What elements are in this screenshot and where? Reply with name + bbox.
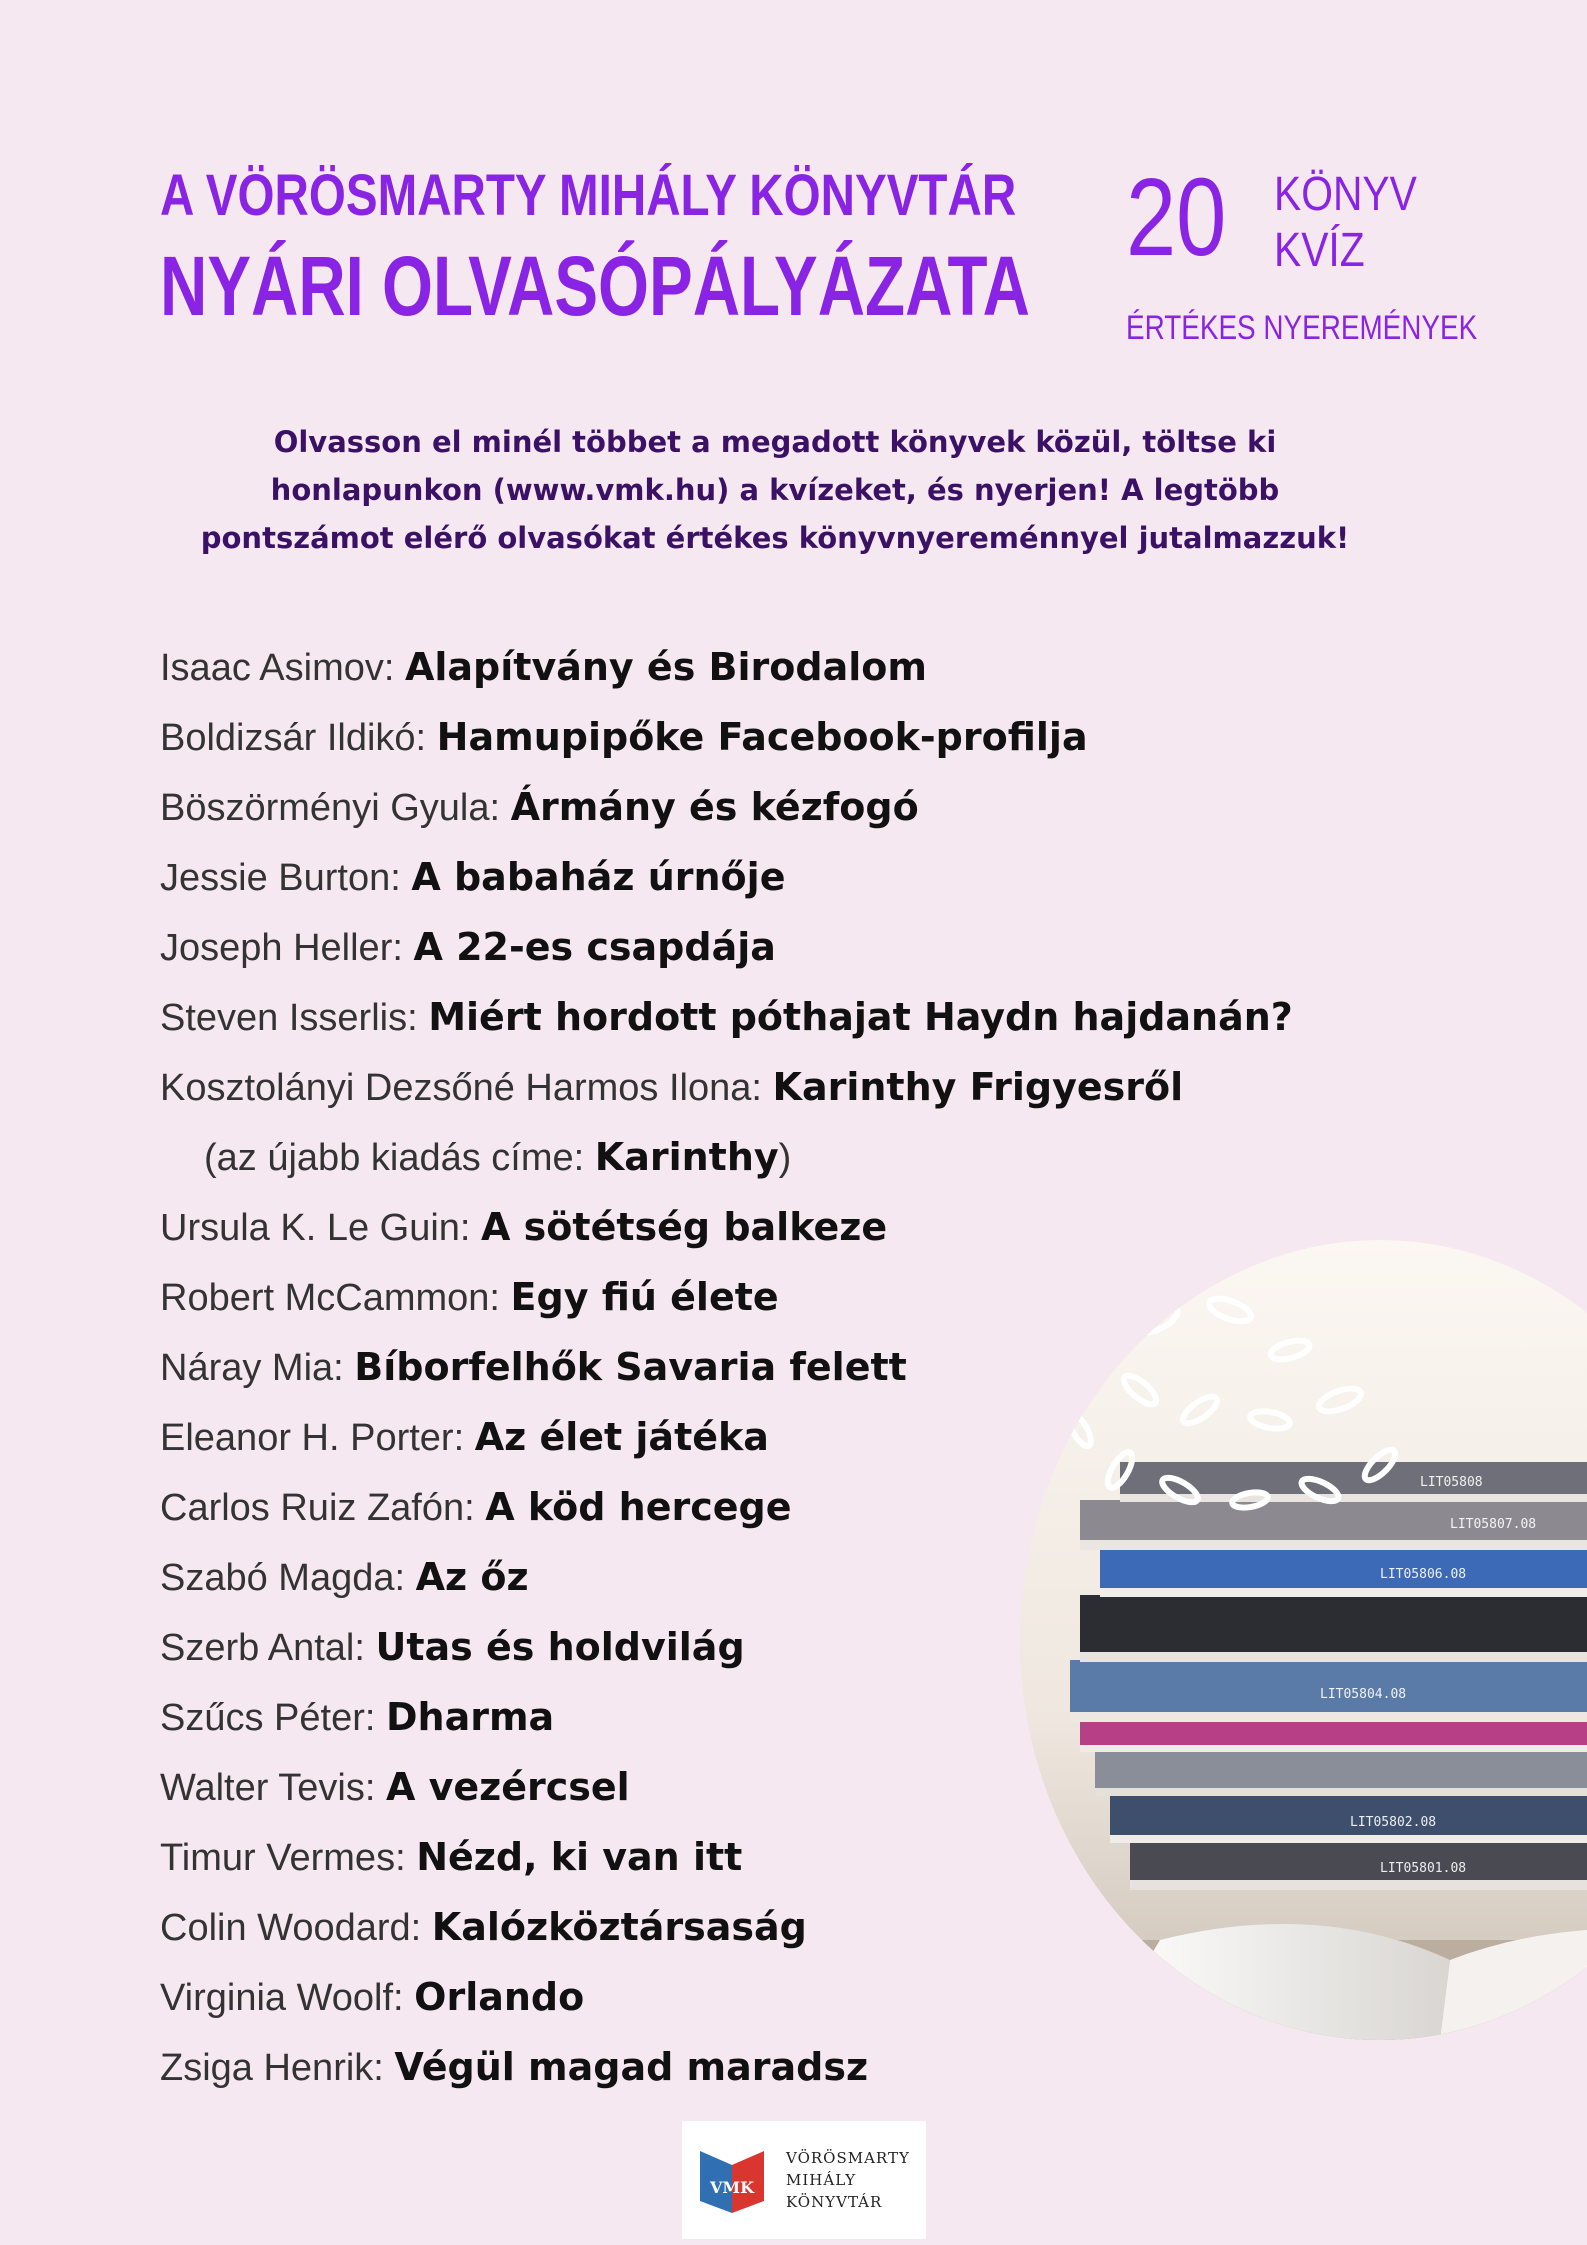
- list-item: [160, 1052, 1293, 1122]
- book-title: Utas és holdvilág: [375, 1625, 745, 1669]
- page-title: [160, 156, 1275, 334]
- book-title: A köd hercege: [485, 1485, 792, 1529]
- spine-label: LIT05804.08: [1320, 1687, 1407, 1702]
- intro-line: Olvasson el minél többet a megadott könyvek közül, töltse ki: [273, 425, 1277, 459]
- book-title: Dharma: [385, 1695, 555, 1739]
- list-item: [160, 632, 1293, 702]
- library-logo: [682, 2121, 926, 2239]
- book-title: Nézd, ki van itt: [416, 1835, 743, 1879]
- book-title: Orlando: [414, 1975, 585, 2019]
- book-author: Steven Isserlis:: [160, 997, 429, 1039]
- intro-line: honlapunkon (www.vmk.hu) a kvízeket, és nyerjen! A legtöbb: [270, 473, 1280, 507]
- book-title: Egy fiú élete: [510, 1275, 779, 1319]
- book-author: Timur Vermes:: [160, 1837, 417, 1879]
- intro-line: pontszámot elérő olvasókat értékes könyvnyereménnyel jutalmazzuk!: [200, 521, 1350, 555]
- badge-word-book: KÖNYV: [1274, 168, 1417, 221]
- note-title: Karinthy: [594, 1135, 779, 1179]
- book-title: A vezércsel: [385, 1765, 630, 1809]
- note-prefix: (az újabb kiadás címe:: [204, 1137, 595, 1179]
- logo-line: VÖRÖSMARTY: [786, 2149, 910, 2167]
- book-author: Robert McCammon:: [160, 1277, 511, 1319]
- list-item: [160, 1192, 1293, 1262]
- book-title: Hamupipőke Facebook-profilja: [436, 715, 1088, 759]
- book-title: A 22-es csapdája: [413, 925, 776, 969]
- book-title: Kalózköztársaság: [431, 1905, 807, 1949]
- book-title: Bíborfelhők Savaria felett: [354, 1345, 907, 1389]
- list-item: [160, 1262, 1293, 1332]
- list-item: [160, 772, 1293, 842]
- book-author: Boldizsár Ildikó:: [160, 717, 437, 759]
- logo-line: KÖNYVTÁR: [786, 2193, 883, 2211]
- spine-label: LIT05801.08: [1380, 1861, 1467, 1876]
- list-item: [160, 912, 1293, 982]
- book-author: Walter Tevis:: [160, 1767, 386, 1809]
- book-title: Alapítvány és Birodalom: [404, 645, 927, 689]
- book-author: Joseph Heller:: [160, 927, 414, 969]
- book-author: Náray Mia:: [160, 1347, 355, 1389]
- book-author: Isaac Asimov:: [160, 647, 405, 689]
- badge-prize-text: ÉRTÉKES NYEREMÉNYEK: [1126, 309, 1478, 347]
- book-author: Szerb Antal:: [160, 1627, 376, 1669]
- book-author: Eleanor H. Porter:: [160, 1417, 475, 1459]
- spine-label: LIT05808: [1420, 1475, 1483, 1490]
- book-author: Szűcs Péter:: [160, 1697, 386, 1739]
- book-author: Ursula K. Le Guin:: [160, 1207, 482, 1249]
- title-contest-name: NYÁRI OLVASÓPÁLYÁZATA: [160, 239, 1031, 333]
- list-item: [160, 842, 1293, 912]
- book-title: Az élet játéka: [474, 1415, 769, 1459]
- book-author: Kosztolányi Dezsőné Harmos Ilona:: [160, 1067, 773, 1109]
- book-title: Miért hordott póthajat Haydn hajdanán?: [428, 995, 1293, 1039]
- note-suffix: ): [778, 1137, 792, 1179]
- list-item: [160, 1962, 1293, 2032]
- book-author: Colin Woodard:: [160, 1907, 432, 1949]
- badge-number: 20: [1126, 156, 1227, 279]
- book-author: Jessie Burton:: [160, 857, 412, 899]
- logo-mark: VMK: [709, 2178, 755, 2197]
- book-title: Karinthy Frigyesről: [772, 1065, 1184, 1109]
- book-author: Szabó Magda:: [160, 1557, 416, 1599]
- book-title: A babaház úrnője: [411, 855, 786, 899]
- spine-label: LIT05807.08: [1450, 1517, 1537, 1532]
- edition-note: [160, 1122, 1293, 1192]
- spine-label: LIT05806.08: [1380, 1567, 1467, 1582]
- book-title: A sötétség balkeze: [481, 1205, 888, 1249]
- book-author: Zsiga Henrik:: [160, 2047, 395, 2089]
- book-author: Carlos Ruiz Zafón:: [160, 1487, 486, 1529]
- title-library-name: A VÖRÖSMARTY MIHÁLY KÖNYVTÁR: [160, 163, 1017, 228]
- intro-paragraph: [120, 418, 1430, 562]
- list-item: [160, 702, 1293, 772]
- book-title: Ármány és kézfogó: [510, 785, 919, 829]
- list-item: [160, 2032, 1293, 2102]
- book-title: Végül magad maradsz: [394, 2045, 869, 2089]
- logo-line: MIHÁLY: [786, 2171, 857, 2189]
- book-title: Az őz: [415, 1555, 529, 1599]
- vmk-logo-icon: [682, 2121, 782, 2239]
- badge-word-quiz: KVÍZ: [1274, 224, 1365, 277]
- book-author: Böszörményi Gyula:: [160, 787, 511, 829]
- spine-label: LIT05802.08: [1350, 1815, 1437, 1830]
- list-item: [160, 982, 1293, 1052]
- book-author: Virginia Woolf:: [160, 1977, 415, 2019]
